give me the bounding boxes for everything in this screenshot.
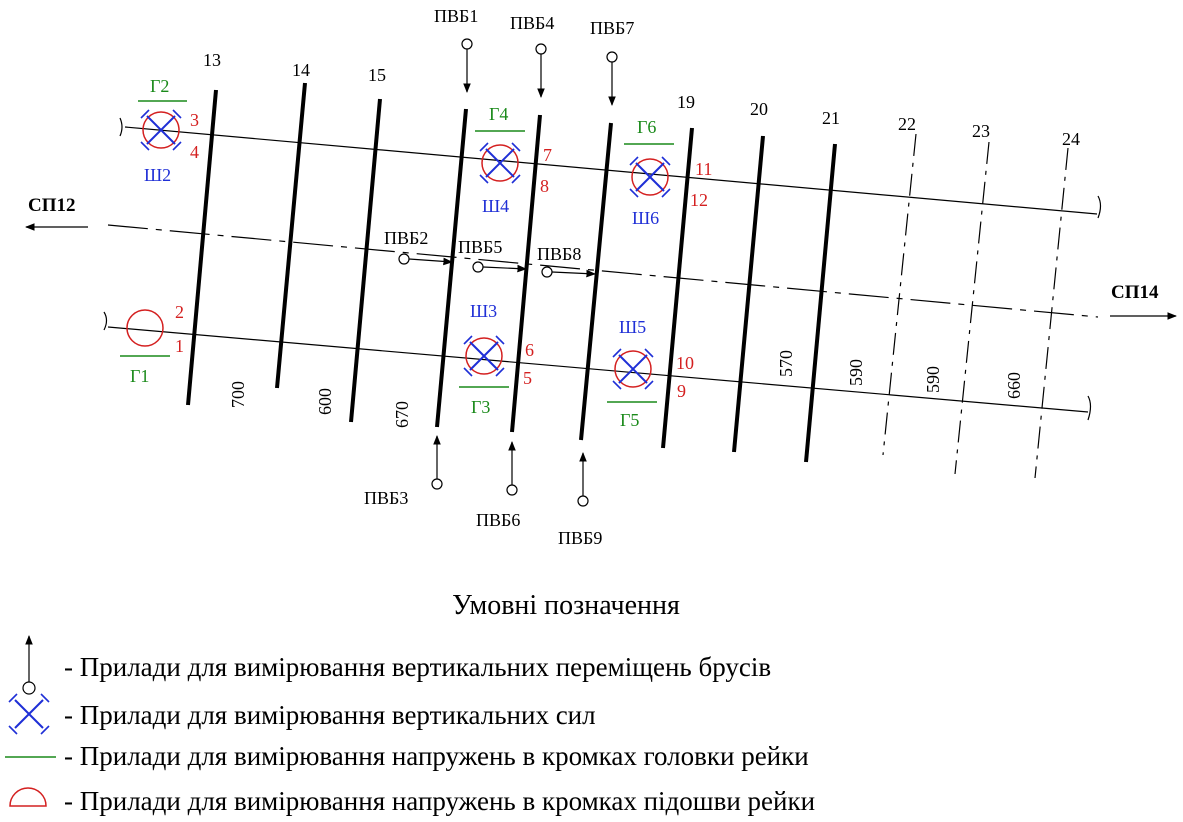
sleeper-label: 19 <box>677 92 695 112</box>
pvb5-sensor-icon <box>473 262 483 272</box>
pvb5-arrow <box>483 267 526 269</box>
direction-label-right: СП14 <box>1111 282 1159 303</box>
legend-item-rail-foot: - Прилади для вимірювання напружень в кромках підошви рейки <box>64 786 816 816</box>
pvb6-sensor-icon <box>507 485 517 495</box>
sleeper-23 <box>955 142 989 474</box>
spacing-label: 570 <box>776 350 796 377</box>
sleeper-label: 20 <box>750 99 768 119</box>
direction-label-left: СП12 <box>28 195 76 216</box>
sleeper-label: 23 <box>972 121 990 141</box>
spacing-label: 700 <box>228 381 248 408</box>
pvb-label: ПВБ5 <box>458 237 503 257</box>
vertical-force-gauge-icon <box>480 143 520 183</box>
gauge-g-label: Г4 <box>489 104 509 124</box>
gauge-g-label: Г3 <box>471 397 491 417</box>
point-number: 7 <box>543 145 552 165</box>
vertical-force-gauge-icon <box>630 157 670 197</box>
gauge-sh-label: Ш2 <box>144 165 172 185</box>
sleeper-label: 22 <box>898 114 916 134</box>
pvb-label: ПВБ2 <box>384 228 429 248</box>
gauge-g-label: Г5 <box>620 410 640 430</box>
vertical-force-gauge-icon <box>613 349 653 389</box>
gauge-g-label: Г1 <box>130 366 150 386</box>
gauge-sh-label: Ш6 <box>632 208 660 228</box>
pvb2-sensor-icon <box>399 254 409 264</box>
legend-item-displacement: - Прилади для вимірювання вертикальних переміщень брусів <box>64 652 772 682</box>
lower-rail-break-left <box>104 312 107 330</box>
point-number: 12 <box>690 190 708 210</box>
sleeper-24 <box>1035 148 1068 478</box>
spacing-label: 590 <box>923 366 943 393</box>
legend-vertical-force-icon <box>9 694 49 734</box>
point-number: 10 <box>676 353 694 373</box>
point-number: 4 <box>190 142 199 162</box>
gauge-sh-label: Ш3 <box>470 301 498 321</box>
gauge-g-label: Г2 <box>150 76 170 96</box>
lower-rail-break-right <box>1088 396 1091 420</box>
spacing-label: 600 <box>315 388 335 415</box>
pvb-label: ПВБ8 <box>537 244 582 264</box>
pvb7-sensor-icon <box>607 52 617 62</box>
sleeper-18 <box>581 123 611 440</box>
sleeper-label: 24 <box>1062 129 1080 149</box>
pvb8-arrow <box>552 272 595 274</box>
gauge-sh-label: Ш5 <box>619 317 647 337</box>
upper-rail-break-left <box>120 118 122 136</box>
point-number: 3 <box>190 110 199 130</box>
legend-rail-foot-icon <box>10 788 46 806</box>
spacing-label: 670 <box>392 401 412 428</box>
point-number: 6 <box>525 340 534 360</box>
pvb-label: ПВБ6 <box>476 510 521 530</box>
track-axis <box>108 225 1098 317</box>
legend-item-vertical-force: - Прилади для вимірювання вертикальних сил <box>64 700 596 730</box>
point-number: 11 <box>695 159 713 179</box>
sleeper-22 <box>883 134 916 455</box>
legend-displacement-sensor-icon <box>23 682 35 694</box>
sleeper-14 <box>277 83 305 388</box>
point-number: 5 <box>523 368 532 388</box>
legend-item-rail-head: - Прилади для вимірювання напружень в кромках головки рейки <box>64 741 809 771</box>
upper-rail-break-right <box>1098 196 1101 218</box>
pvb1-sensor-icon <box>462 39 472 49</box>
pvb4-sensor-icon <box>536 44 546 54</box>
vertical-force-gauge-icon <box>141 110 181 150</box>
rail-foot-gauge-icon <box>127 310 163 346</box>
legend-title: Умовні позначення <box>452 590 680 621</box>
sleeper-label: 13 <box>203 50 221 70</box>
sleeper-13 <box>188 90 216 405</box>
point-number: 2 <box>175 302 184 322</box>
spacing-label: 660 <box>1004 372 1024 399</box>
point-number: 9 <box>677 381 686 401</box>
vertical-force-gauge-icon <box>464 336 504 376</box>
sleeper-21 <box>806 144 835 462</box>
sleeper-label: 14 <box>292 60 310 80</box>
pvb8-sensor-icon <box>542 267 552 277</box>
pvb-label: ПВБ1 <box>434 6 479 26</box>
pvb2-arrow <box>409 259 452 262</box>
pvb3-sensor-icon <box>432 479 442 489</box>
point-number: 1 <box>175 336 184 356</box>
pvb-label: ПВБ3 <box>364 488 409 508</box>
pvb9-sensor-icon <box>578 496 588 506</box>
sleeper-label: 15 <box>368 65 386 85</box>
pvb-label: ПВБ9 <box>558 528 603 548</box>
sleeper-label: 21 <box>822 108 840 128</box>
pvb-label: ПВБ7 <box>590 18 635 38</box>
gauge-sh-label: Ш4 <box>482 196 510 216</box>
point-number: 8 <box>540 176 549 196</box>
gauge-g-label: Г6 <box>637 117 657 137</box>
pvb-label: ПВБ4 <box>510 13 555 33</box>
spacing-label: 590 <box>846 359 866 386</box>
